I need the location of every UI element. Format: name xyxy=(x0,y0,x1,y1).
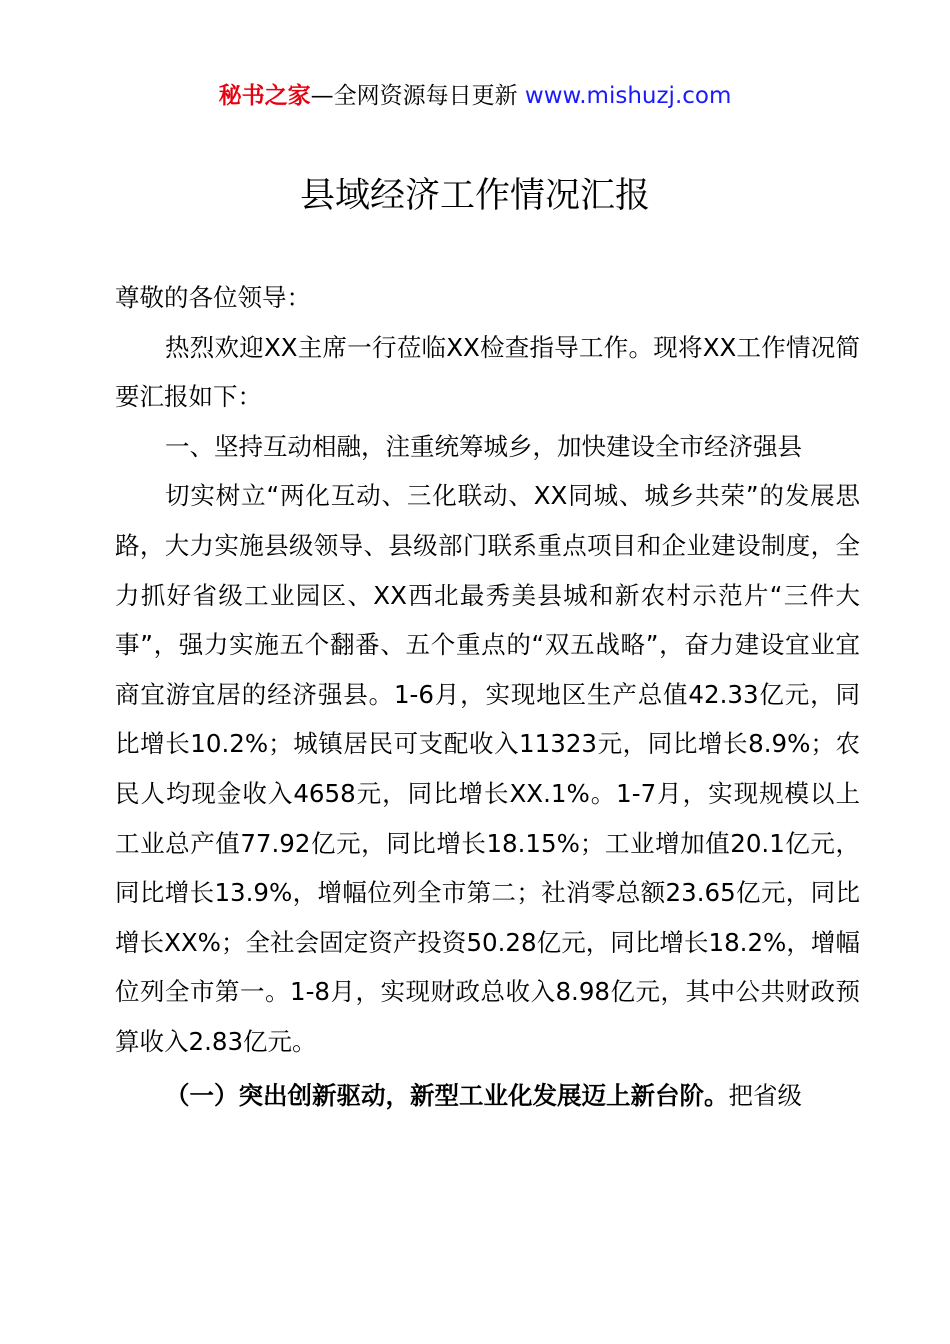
document-body xyxy=(115,273,860,1120)
section-paragraph: 切实树立“两化互动、三化联动、XX同城、城乡共荣”的发展思路，大力实施县级领导、县级部门联系重点项目和企业建设制度，全力抓好省级工业园区、XX西北最秀美县城和新农村示范片“三件大事”，强力实施五个翻番、五个重点的“双五战略”，奋力建设宜业宜商宜游宜居的经济强县。1-6月，实现地区生产总值42.33亿元，同比增长10.2%；城镇居民可支配收入11323元，同比增长8.9%；农民人均现金收入4658元，同比增长XX.1%。1-7月，实现规模以上工业总产值77.92亿元，同比增长18.15%；工业增加值20.1亿元，同比增长13.9%，增幅位列全市第二；社消零总额23.65亿元，同比增长XX%；全社会固定资产投资50.28亿元，同比增长18.2%，增幅位列全市第一。1-8月，实现财政总收入8.98亿元，其中公共财政预算收入2.83亿元。 xyxy=(115,481,860,1056)
header-tagline: —全网资源每日更新 xyxy=(310,83,518,109)
subsection-heading: （一）突出创新驱动，新型工业化发展迈上新台阶。 xyxy=(165,1080,729,1110)
site-url-link[interactable]: www.mishuzj.com xyxy=(524,83,732,109)
document-title: 县域经济工作情况汇报 xyxy=(299,176,650,216)
subsection-paragraph xyxy=(115,1071,860,1121)
site-header xyxy=(0,80,950,112)
salutation: 尊敬的各位领导： xyxy=(115,283,311,312)
intro-paragraph: 热烈欢迎XX主席一行莅临XX检查指导工作。现将XX工作情况简要汇报如下： xyxy=(115,332,860,412)
section-heading: 一、坚持互动相融，注重统筹城乡，加快建设全市经济强县 xyxy=(165,431,802,461)
brand-name: 秘书之家 xyxy=(218,83,311,109)
subsection-text: 把省级 xyxy=(728,1080,802,1110)
